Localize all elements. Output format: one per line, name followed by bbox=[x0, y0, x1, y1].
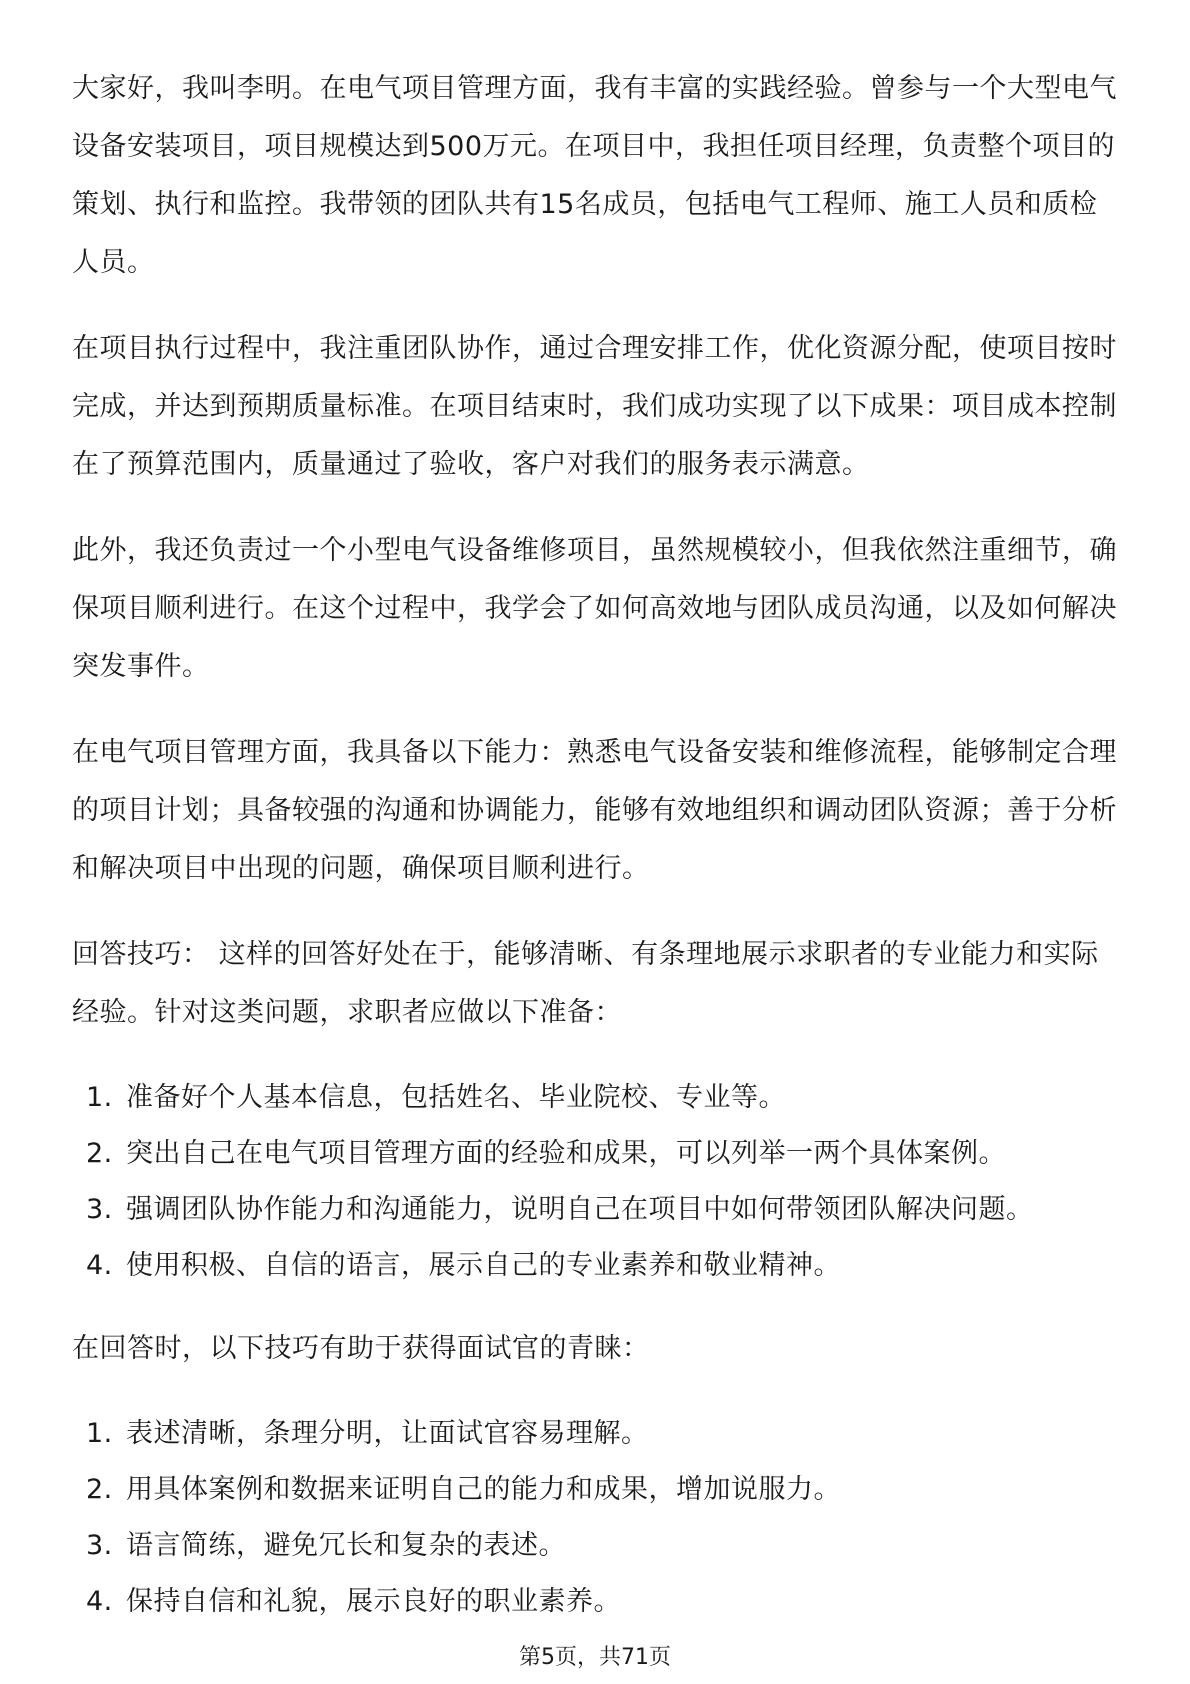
list-item bbox=[72, 1406, 1122, 1462]
list-number: 4. bbox=[86, 1250, 113, 1281]
list-text: 突出自己在电气项目管理方面的经验和成果，可以列举一两个具体案例。 bbox=[126, 1138, 1006, 1169]
paragraph-tips-intro: 在回答时，以下技巧有助于获得面试官的青睐： bbox=[72, 1333, 650, 1364]
preparation-list bbox=[72, 1070, 1122, 1294]
document-body bbox=[72, 60, 1122, 1656]
list-item bbox=[72, 1070, 1122, 1126]
paragraph-maintenance: 此外，我还负责过一个小型电气设备维修项目，虽然规模较小，但我依然注重细节，确保项目顺利进行。在这个过程中，我学会了如何高效地与团队成员沟通，以及如何解决突发事件。 bbox=[72, 535, 1117, 682]
list-item bbox=[72, 1182, 1122, 1238]
list-item bbox=[72, 1518, 1122, 1574]
list-number: 1. bbox=[86, 1418, 113, 1449]
list-item bbox=[72, 1462, 1122, 1518]
list-number: 3. bbox=[86, 1194, 113, 1225]
paragraph-answer-tips: 回答技巧： 这样的回答好处在于，能够清晰、有条理地展示求职者的专业能力和实际经验。针对这类问题，求职者应做以下准备： bbox=[72, 939, 1099, 1028]
list-item bbox=[72, 1238, 1122, 1294]
paragraph-execution: 在项目执行过程中，我注重团队协作，通过合理安排工作，优化资源分配，使项目按时完成，并达到预期质量标准。在项目结束时，我们成功实现了以下成果：项目成本控制在了预算范围内，质量通过了验收，客户对我们的服务表示满意。 bbox=[72, 333, 1117, 480]
list-text: 使用积极、自信的语言，展示自己的专业素养和敬业精神。 bbox=[126, 1250, 841, 1281]
paragraph-intro: 大家好，我叫李明。在电气项目管理方面，我有丰富的实践经验。曾参与一个大型电气设备安装项目，项目规模达到500万元。在项目中，我担任项目经理，负责整个项目的策划、执行和监控。我带领的团队共有15名成员，包括电气工程师、施工人员和质检人员。 bbox=[72, 73, 1117, 278]
list-number: 2. bbox=[86, 1138, 113, 1169]
list-text: 用具体案例和数据来证明自己的能力和成果，增加说服力。 bbox=[126, 1474, 841, 1505]
list-text: 表述清晰，条理分明，让面试官容易理解。 bbox=[126, 1418, 649, 1449]
list-text: 保持自信和礼貌，展示良好的职业素养。 bbox=[126, 1586, 621, 1617]
paragraph-abilities: 在电气项目管理方面，我具备以下能力：熟悉电气设备安装和维修流程，能够制定合理的项目计划；具备较强的沟通和协调能力，能够有效地组织和调动团队资源；善于分析和解决项目中出现的问题，确保项目顺利进行。 bbox=[72, 737, 1117, 884]
list-number: 4. bbox=[86, 1586, 113, 1617]
answer-tips-list bbox=[72, 1406, 1122, 1630]
list-number: 1. bbox=[86, 1082, 113, 1113]
list-number: 2. bbox=[86, 1474, 113, 1505]
list-text: 语言简练，避免冗长和复杂的表述。 bbox=[126, 1530, 566, 1561]
list-number: 3. bbox=[86, 1530, 113, 1561]
page-number: 第5页，共71页 bbox=[519, 1645, 671, 1670]
list-item bbox=[72, 1574, 1122, 1630]
list-text: 准备好个人基本信息，包括姓名、毕业院校、专业等。 bbox=[126, 1082, 786, 1113]
list-text: 强调团队协作能力和沟通能力，说明自己在项目中如何带领团队解决问题。 bbox=[126, 1194, 1034, 1225]
list-item bbox=[72, 1126, 1122, 1182]
